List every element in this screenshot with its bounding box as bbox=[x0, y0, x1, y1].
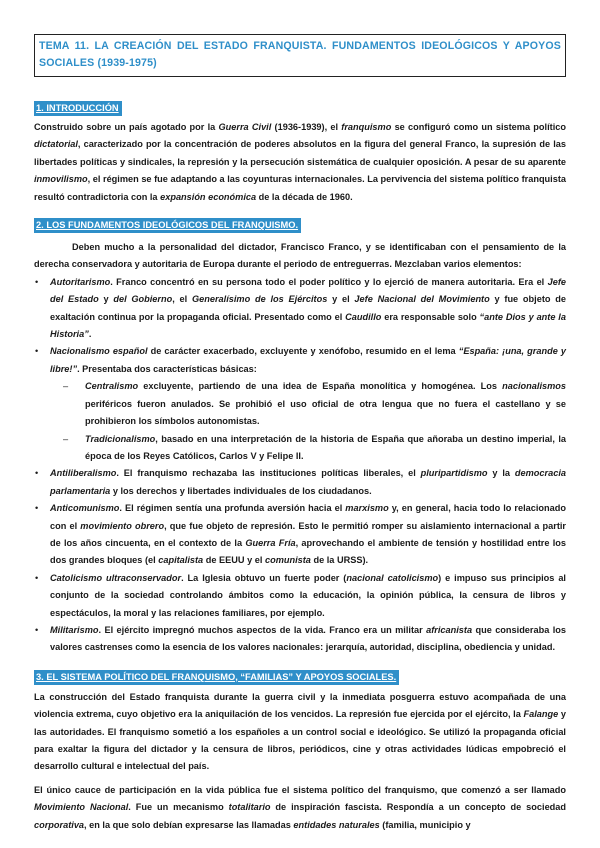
paragraph: Deben mucho a la personalidad del dictador, Francisco Franco, y se identificaban con el pensamiento de la derecha conservadora y autoritaria de Europa durante el periodo de entreguerras. Mezclaban varios elementos: bbox=[34, 242, 566, 270]
title-box bbox=[34, 34, 566, 77]
list-item: • Anticomunismo. El régimen sentía una profunda aversión hacia el marxismo y, en general, hacia todo lo relacionado con el movimiento obrero, que fue objeto de represión. Esto le permitió romper su aislamiento internacional a partir de los años cincuenta, en el contexto de la Guerra Fría, aprovechando el ambiente de tensión y hostilidad entre los dos grandes bloques (el capitalista de EEUU y el comunista de la URSS). bbox=[35, 503, 567, 566]
section-heading: 1. INTRODUCCIÓN bbox=[34, 101, 122, 116]
list-item: • Autoritarismo. Franco concentró en su persona todo el poder político y lo ejerció de manera autoritaria. Era el Jefe del Estado y del Gobierno, el Generalísimo de los Ejércitos y el Jefe Nacional del Movimiento y fue objeto de exaltación continua por la propaganda oficial. Presentado como el Caudillo era responsable solo “ante Dios y ante la Historia”. bbox=[35, 276, 566, 340]
paragraph: Construido sobre un país agotado por la Guerra Civil (1936-1939), el franquismo se configuró como un sistema político dictatorial, caracterizado por la concentración de poderes absolutos en la figura del general Franco, la supresión de las libertades políticas y sindicales, la represión y la persecución sistemática de cualquier oposición. A pesar de su aparente inmovilismo, el régimen se fue adaptando a las coyunturas internacionales. La pervivencia del sistema político franquista resultó contradictoria con la expansión económica de la década de 1960. bbox=[34, 122, 566, 202]
section-fundamentos bbox=[34, 215, 566, 657]
bullet-list bbox=[34, 274, 566, 657]
section-introduccion bbox=[34, 98, 566, 206]
paragraph: La construcción del Estado franquista durante la guerra civil y la inmediata posguerra estuvo acompañada de una violencia extrema, cuyo objetivo era la aniquilación de los vencidos. La represión fue ejercida por el ejército, la Falange y las autoridades. El franquismo sometió a los españoles a un control social e ideológico. Se utilizó la propaganda oficial para exaltar la figura del dictador y la censura de libros, periódicos, cine y otras actividades lúdicas empobreció el desarrollo cultural e intelectual del país. bbox=[34, 691, 566, 772]
sub-list-item: – Tradicionalismo, basado en una interpretación de la historia de España que añoraba un destino imperial, la época de los Reyes Católicos, Carlos V y Felipe II. bbox=[63, 433, 566, 461]
section-heading: 3. EL SISTEMA POLÍTICO DEL FRANQUISMO, “FAMILIAS” Y APOYOS SOCIALES. bbox=[34, 670, 399, 685]
list-item: • Nacionalismo español de carácter exacerbado, excluyente y xenófobo, resumido en el lema “España: ¡una, grande y libre!”. Presentaba dos características básicas: – Centralismo excluyente, partiendo de una idea de España monolítica y homogénea. Los nacionalismos periféricos fueron anulados. Se prohibió el uso oficial de otra lengua que no fuera el castellano y se prohibieron los símbolos autonomistas. – Tradicionalismo, basado en una interpretación de la historia de España que añoraba un destino imperial, la época de los Reyes Católicos, Carlos V y Felipe II. bbox=[34, 343, 566, 465]
sub-list-item: – Centralismo excluyente, partiendo de una idea de España monolítica y homogénea. Los nacionalismos periféricos fueron anulados. Se prohibió el uso oficial de otra lengua que no fuera el castellano y se prohibieron los símbolos autonomistas. bbox=[63, 381, 566, 427]
document-page bbox=[34, 34, 566, 834]
section-sistema-politico bbox=[34, 667, 566, 834]
list-item: • Militarismo. El ejército impregnó muchos aspectos de la vida. Franco era un militar africanista que consideraba los valores castrenses como la esencia de los valores nacionales: jerarquía, autoridad, disciplina, obediencia y unidad. bbox=[35, 624, 566, 653]
paragraph: El único cauce de participación en la vida pública fue el sistema político del franquismo, que comenzó a ser llamado Movimiento Nacional. Fue un mecanismo totalitario de inspiración fascista. Respondía a un concepto de sociedad corporativa, en la que solo debían expresarse las llamadas entidades naturales (familia, municipio y bbox=[34, 784, 567, 830]
sub-list bbox=[50, 378, 566, 465]
document-title: TEMA 11. LA CREACIÓN DEL ESTADO FRANQUISTA. FUNDAMENTOS IDEOLÓGICOS Y APOYOS SOCIALES (1939-1975) bbox=[39, 40, 561, 69]
list-item: • Catolicismo ultraconservador. La Iglesia obtuvo un fuerte poder (nacional catolicismo) e impuso sus principios al conjunto de la sociedad controlando ámbitos como la educación, la opinión pública, la censura de libros y espectáculos, la moral y las relaciones familiares, por ejemplo. bbox=[35, 572, 566, 618]
section-heading: 2. LOS FUNDAMENTOS IDEOLÓGICOS DEL FRANQUISMO. bbox=[34, 218, 301, 233]
list-item: • Antiliberalismo. El franquismo rechazaba las instituciones políticas liberales, el pluripartidismo y la democracia parlamentaria y los derechos y libertades individuales de los ciudadanos. bbox=[35, 468, 566, 496]
